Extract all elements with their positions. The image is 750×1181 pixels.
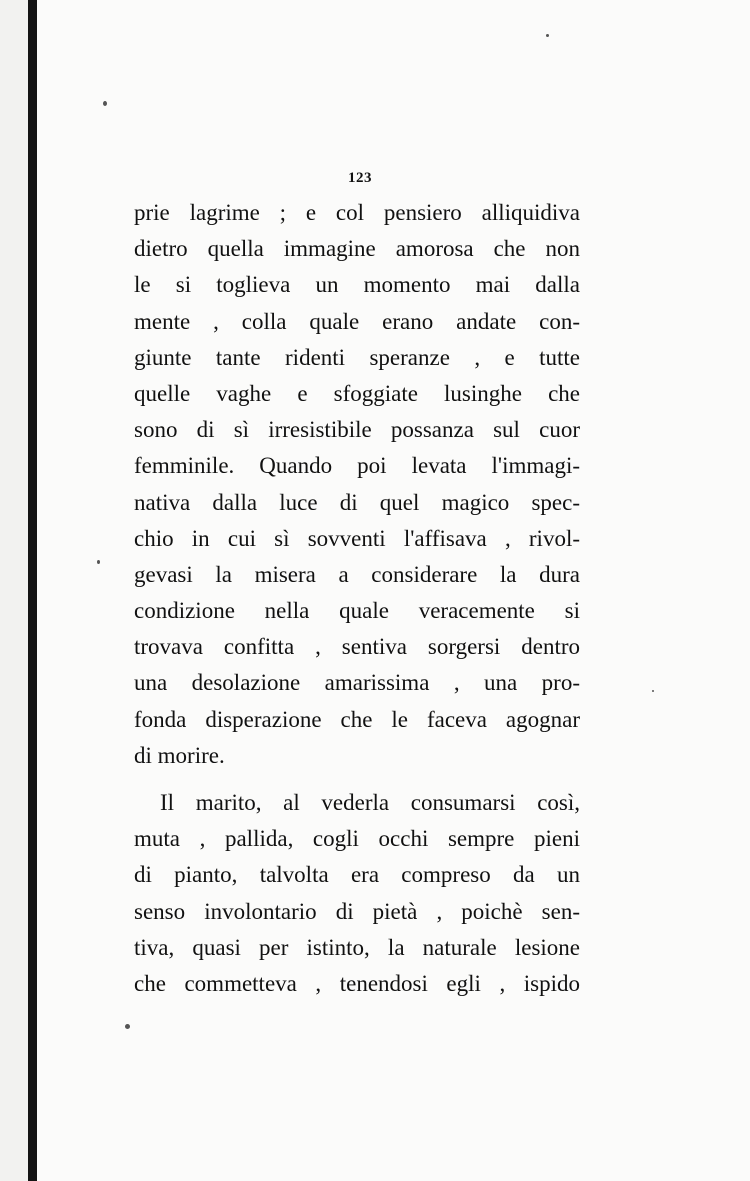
text-line: chio in cui sì sovventi l'affisava , rivol- — [134, 525, 580, 551]
text-line: condizione nella quale veracemente si — [134, 598, 580, 624]
text-line: tiva, quasi per istinto, la naturale lesione — [134, 934, 580, 960]
text-line: le si toglieva un momento mai dalla — [134, 272, 580, 298]
text-line: di pianto, talvolta era compreso da un — [134, 862, 580, 888]
book-spine-shadow — [28, 0, 37, 1181]
text-line: femminile. Quando poi levata l'immagi- — [134, 453, 580, 479]
paper-speck — [103, 101, 107, 106]
text-line: che commetteva , tenendosi egli , ispido — [134, 970, 580, 996]
paragraph-gap — [134, 774, 580, 785]
page-margin-edge — [0, 0, 28, 1181]
paper-speck — [125, 1024, 130, 1029]
paragraph-2 — [134, 785, 580, 1002]
paper-speck — [97, 560, 100, 564]
text-line: mente , colla quale erano andate con- — [134, 308, 580, 334]
paragraph-1 — [134, 195, 580, 774]
text-line: quelle vaghe e sfoggiate lusinghe che — [134, 380, 580, 406]
text-line: dietro quella immagine amorosa che non — [134, 236, 580, 262]
text-line: senso involontario di pietà , poichè sen- — [134, 898, 580, 924]
text-line: muta , pallida, cogli occhi sempre pieni — [134, 826, 580, 852]
text-line: Il marito, al vederla consumarsi così, — [160, 790, 580, 815]
text-line: fonda disperazione che le faceva agognar — [134, 706, 580, 732]
text-line: una desolazione amarissima , una pro- — [134, 670, 580, 696]
paper-speck — [652, 690, 654, 692]
text-line: giunte tante ridenti speranze , e tutte — [134, 344, 580, 370]
text-line: prie lagrime ; e col pensiero alliquidiva — [134, 200, 580, 225]
text-line: sono di sì irresistibile possanza sul cuor — [134, 417, 580, 443]
paper-speck — [546, 34, 549, 37]
body-text — [134, 195, 580, 1002]
text-line: gevasi la misera a considerare la dura — [134, 561, 580, 587]
text-line: di morire. — [134, 742, 225, 768]
text-line: nativa dalla luce di quel magico spec- — [134, 489, 580, 515]
text-line: trovava confitta , sentiva sorgersi dentro — [134, 634, 580, 660]
page-number: 123 — [348, 170, 372, 186]
